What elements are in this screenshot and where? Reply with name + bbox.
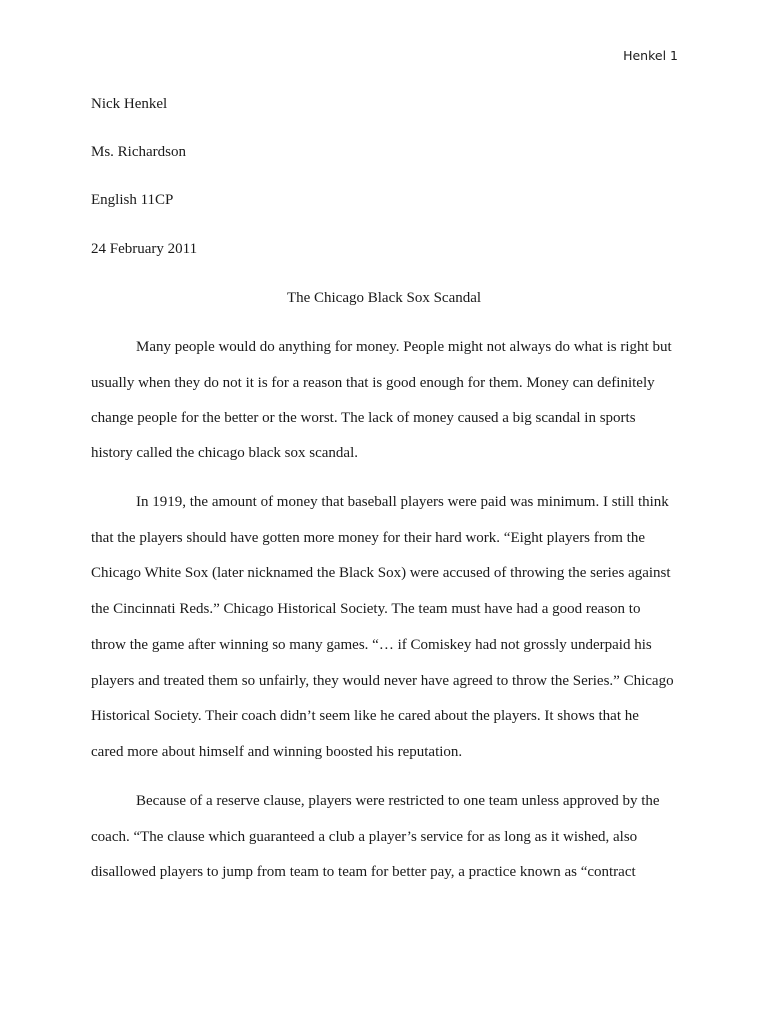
paragraph-line: throw the game after winning so many games. “… if Comiskey had not grossly underpaid his [91,637,652,653]
essay-title: The Chicago Black Sox Scandal [286,290,482,306]
paragraph-line: Chicago White Sox (later nicknamed the Black Sox) were accused of throwing the series against [91,565,671,581]
running-header: Henkel 1 [623,48,678,63]
paragraph-line: coach. “The clause which guaranteed a club a player’s service for as long as it wished, also [91,829,638,845]
paragraph-line: cared more about himself and winning boosted his reputation. [91,744,463,760]
paragraph-line: Historical Society. Their coach didn’t seem like he cared about the players. It shows that he [91,708,639,724]
paragraph-line: Because of a reserve clause, players were restricted to one team unless approved by the [136,793,660,809]
paragraph-line: usually when they do not it is for a reason that is good enough for them. Money can definitely [91,375,655,391]
paragraph-line: players and treated them so unfairly, they would never have agreed to throw the Series.” Chicago [91,673,674,689]
author-name: Nick Henkel [91,96,168,112]
paragraph-line: In 1919, the amount of money that baseball players were paid was minimum. I still think [136,494,669,510]
paragraph-line: history called the chicago black sox scandal. [91,445,358,461]
paragraph-line: change people for the better or the worst. The lack of money caused a big scandal in sports [91,410,636,426]
paragraph-line: disallowed players to jump from team to team for better pay, a practice known as “contract [91,864,636,880]
instructor-name: Ms. Richardson [91,144,186,160]
date: 24 February 2011 [91,241,198,257]
paragraph-line: that the players should have gotten more money for their hard work. “Eight players from the [91,530,646,546]
paragraph-line: the Cincinnati Reds.” Chicago Historical Society. The team must have had a good reason to [91,601,641,617]
course-name: English 11CP [91,192,174,208]
paragraph-line: Many people would do anything for money. People might not always do what is right but [136,339,672,355]
